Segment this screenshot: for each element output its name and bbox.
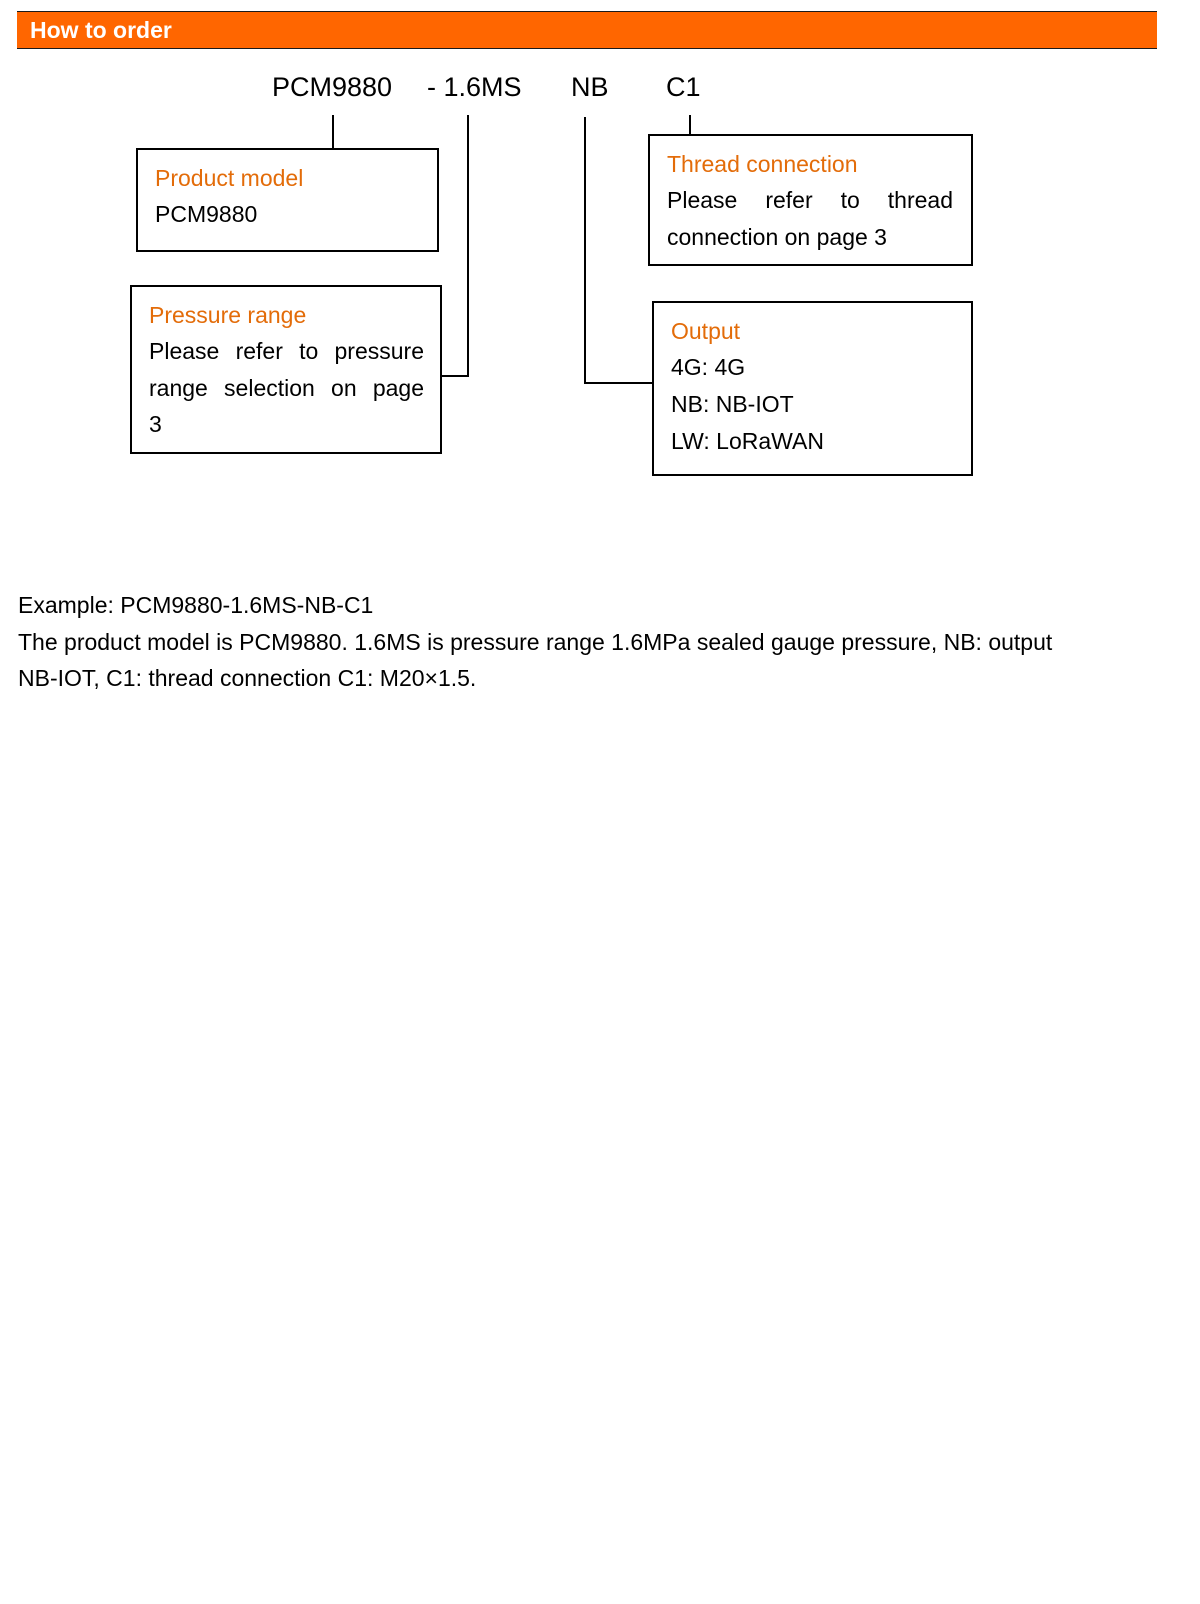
thread-connection-box [648,134,973,266]
code-segment-model: PCM9880 [272,72,393,102]
connector-pressure [442,115,468,376]
thread-connection-line-1: Please refer to thread [667,187,953,213]
connector-output [585,117,652,383]
output-option-lw: LW: LoRaWAN [671,428,824,454]
pressure-range-line-3: 3 [149,411,162,437]
section-title: How to order [30,17,172,43]
example-description-line-2: NB-IOT, C1: thread connection C1: M20×1.5. [18,665,477,691]
output-title: Output [671,318,741,344]
thread-connection-title: Thread connection [667,151,858,177]
output-box [652,301,973,476]
product-model-value: PCM9880 [155,201,258,227]
pressure-range-line-1: Please refer to pressure [149,338,424,364]
example-line: Example: PCM9880-1.6MS-NB-C1 [18,592,374,618]
pressure-range-title: Pressure range [149,302,307,328]
product-model-box [136,148,439,252]
code-segment-thread: C1 [666,72,701,102]
pressure-range-line-2: range selection on page [149,375,424,401]
product-model-title: Product model [155,165,304,191]
output-option-nb: NB: NB-IOT [671,391,794,417]
thread-connection-line-2: connection on page 3 [667,224,887,250]
code-segment-output: NB [571,72,609,102]
output-option-4g: 4G: 4G [671,354,746,380]
example-description-line-1: The product model is PCM9880. 1.6MS is pressure range 1.6MPa sealed gauge pressure, NB: output [18,629,1053,655]
pressure-range-box [130,285,442,454]
code-segment-pressure: - 1.6MS [427,72,522,102]
